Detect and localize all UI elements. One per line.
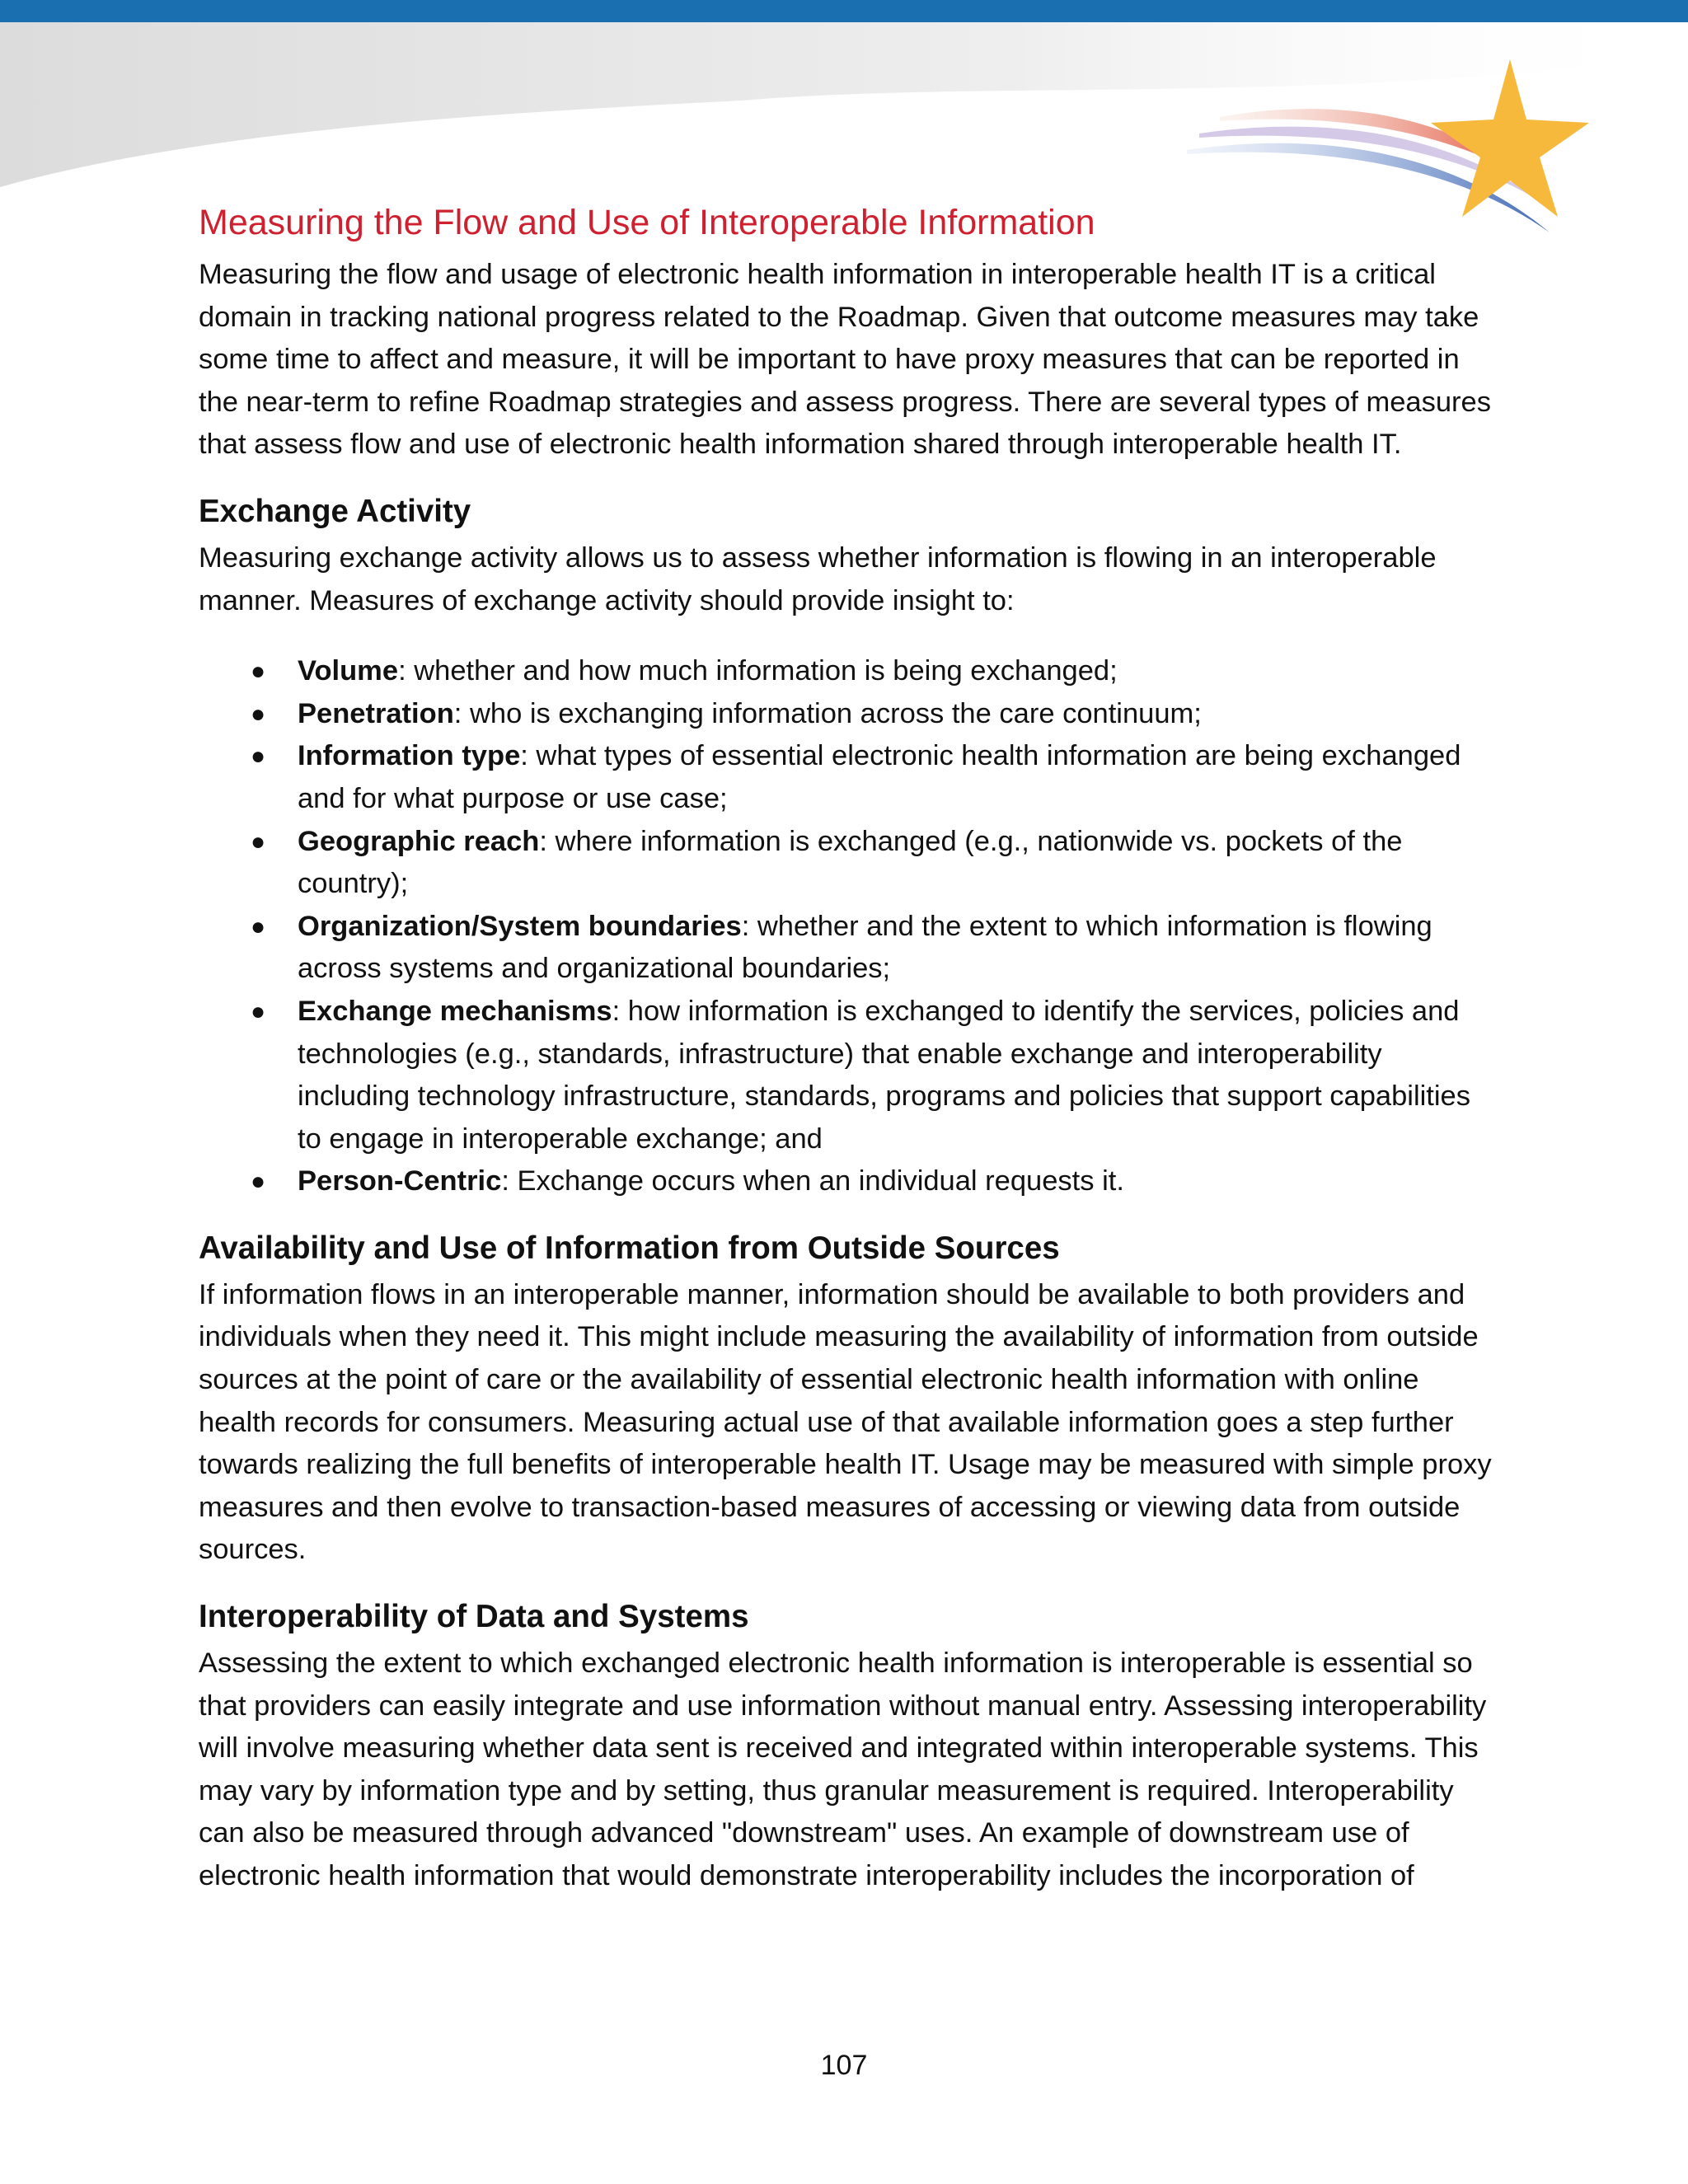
heading-exchange-activity: Exchange Activity [199,493,471,529]
availability-paragraph: If information flows in an interoperable manner, information should be available to both providers and individuals when they need it. This might include measuring the availability of information from outside sources at the point of care or the availability of essential electronic health information with online health records for consumers. Measuring actual use of that available information goes a step further towards realizing the full benefits of interoperable health IT. Usage may be measured with simple proxy measures and then evolve to transaction-based measures of accessing or viewing data from outside sources. [199,1278,1492,1566]
page-content [199,198,1501,1898]
heading-interoperability: Interoperability of Data and Systems [199,1599,749,1635]
bullet-icon: ● [251,658,266,686]
list-item: ● Exchange mechanisms: how information is exchanged to identify the services, policies and technologies (e.g., standards, infrastructure) that enable exchange and interoperability including technology infrastructure, standards, programs and policies that support capabilities to engage in interoperable exchange; and [199,991,1501,1160]
list-item: ● Person-Centric: Exchange occurs when an individual requests it. [199,1160,1501,1203]
list-item: ● Information type: what types of essential electronic health information are being exchanged and for what purpose or use case; [199,735,1501,820]
list-item: ● Penetration: who is exchanging information across the care continuum; [199,693,1501,736]
list-item: ● Volume: whether and how much information is being exchanged; [199,650,1501,693]
list-item: ● Geographic reach: where information is exchanged (e.g., nationwide vs. pockets of the country); [199,821,1501,906]
bullet-icon: ● [251,997,266,1025]
list-item: ● Organization/System boundaries: whether and the extent to which information is flowing across systems and organizational boundaries; [199,906,1501,991]
bullet-icon: ● [251,743,266,771]
top-banner-bar [0,0,1688,22]
interoperability-paragraph: Assessing the extent to which exchanged electronic health information is interoperable is essential so that providers can easily integrate and use information without manual entry. Assessing interoperability will involve measuring whether data sent is received and integrated within interoperable systems. This may vary by information type and by setting, thus granular measurement is required. Interoperability can also be measured through advanced "downstream" uses. An example of downstream use of electronic health information that would demonstrate interoperability includes the incorporation of [199,1647,1487,1891]
bullet-icon: ● [251,700,266,728]
bullet-icon: ● [251,827,266,855]
page-number: 107 [820,2050,868,2081]
bullet-icon: ● [251,912,266,940]
bullet-icon: ● [251,1168,266,1196]
intro-paragraph: Measuring the flow and usage of electronic health information in interoperable health IT is a critical domain in tracking national progress related to the Roadmap. Given that outcome measures may take some time to affect and measure, it will be important to have proxy measures that can be reported in the near-term to refine Roadmap strategies and assess progress. There are several types of measures that assess flow and use of electronic health information shared through interoperable health IT. [199,259,1491,461]
exchange-activity-list [199,650,1501,1203]
exchange-activity-paragraph: Measuring exchange activity allows us to assess whether information is flowing in an interoperable manner. Measures of exchange activity should provide insight to: [199,541,1437,616]
heading-availability: Availability and Use of Information from Outside Sources [199,1230,1060,1266]
star-icon [1431,59,1589,217]
gray-swoosh [0,22,1688,187]
section-title: Measuring the Flow and Use of Interoperable Information [199,203,1095,242]
